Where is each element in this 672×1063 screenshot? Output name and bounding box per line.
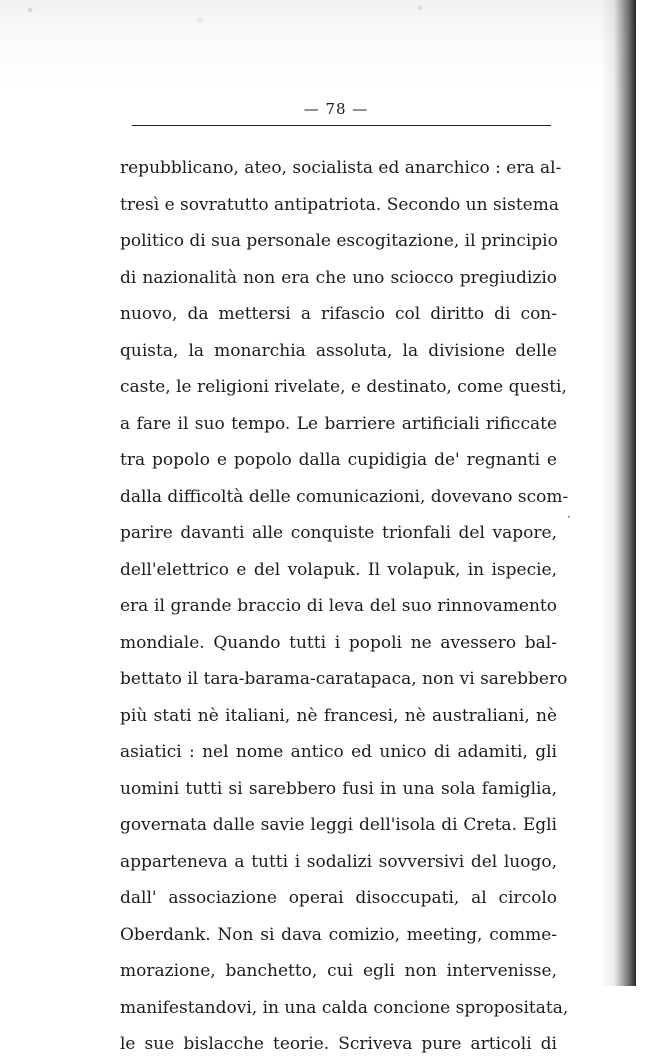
text-line: più stati nè italiani, nè francesi, nè australiani, nè xyxy=(120,705,557,726)
text-line: bettato il tara-barama-caratapaca, non vi sarebbero xyxy=(120,669,568,689)
header-rule xyxy=(132,125,551,126)
text-line: repubblicano, ateo, socialista ed anarchico : era al- xyxy=(120,158,562,178)
text-line: apparteneva a tutti i sodalizi sovversivi del luogo, xyxy=(120,851,557,872)
text-line: uomini tutti si sarebbero fusi in una sola famiglia, xyxy=(120,778,557,799)
text-line: morazione, banchetto, cui egli non intervenisse, xyxy=(120,961,557,981)
text-line: dalla difficoltà delle comunicazioni, dovevano scom- xyxy=(120,486,569,507)
text-line: mondiale. Quando tutti i popoli ne avessero bal- xyxy=(120,632,557,653)
text-line: dell'elettrico e del volapuk. Il volapuk, in ispecie, xyxy=(120,559,557,580)
text-line: parire davanti alle conquiste trionfali del vapore, xyxy=(120,523,557,543)
page-number: — 78 — xyxy=(303,100,369,118)
text-line: asiatici : nel nome antico ed unico di adamiti, gli xyxy=(120,742,557,762)
text-line: quista, la monarchia assoluta, la divisione delle xyxy=(120,340,557,361)
stray-ink-mark: · xyxy=(567,510,571,524)
text-line: dall' associazione operai disoccupati, al circolo xyxy=(120,888,557,908)
text-line: manifestandovi, in una calda concione spropositata, xyxy=(120,997,569,1018)
body-text xyxy=(120,150,569,1063)
text-line: politico di sua personale escogitazione, il principio xyxy=(120,231,558,251)
text-line: governata dalle savie leggi dell'isola di Creta. Egli xyxy=(120,815,557,835)
text-line: tra popolo e popolo dalla cupidigia de' regnanti e xyxy=(120,450,557,470)
text-line: nuovo, da mettersi a rifascio col diritto di con- xyxy=(120,304,557,324)
text-line: tresì e sovratutto antipatriota. Secondo un sistema xyxy=(120,194,559,215)
page-edge-shadow xyxy=(600,0,636,986)
text-line: era il grande braccio di leva del suo rinnovamento xyxy=(120,596,557,616)
text-line: Oberdank. Non si dava comizio, meeting, comme- xyxy=(120,924,557,945)
paper-texture xyxy=(0,0,600,60)
text-line: a fare il suo tempo. Le barriere artificiali rificcate xyxy=(120,413,557,434)
text-line: caste, le religioni rivelate, e destinato, come questi, xyxy=(120,377,567,397)
text-line: di nazionalità non era che uno sciocco pregiudizio xyxy=(120,267,557,288)
text-line: le sue bislacche teorie. Scriveva pure articoli di xyxy=(120,1034,557,1054)
